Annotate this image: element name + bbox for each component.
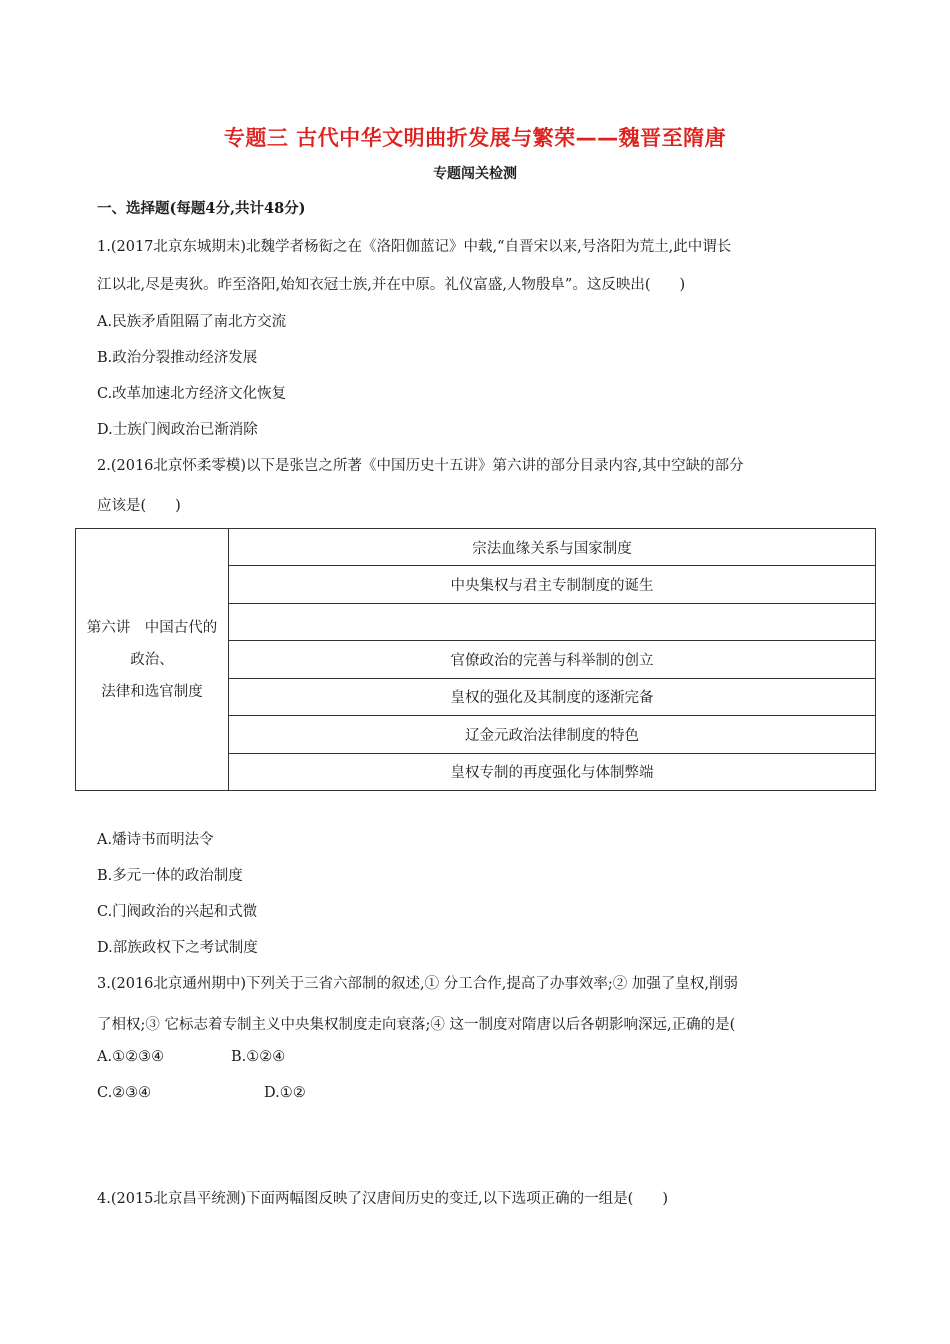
lecture-title-line: 第六讲 中国古代的 [86, 619, 218, 636]
q2-stem-line2: 应该是( ) [97, 498, 181, 514]
lecture-title-line: 法律和选官制度 [101, 683, 203, 700]
q3-option-a: A.①②③④ [97, 1049, 165, 1065]
outline-row: 宗法血缘关系与国家制度 [229, 529, 876, 566]
q1-option-b: B.政治分裂推动经济发展 [97, 350, 258, 366]
q2-option-c: C.门阀政治的兴起和式微 [97, 904, 258, 920]
q1-option-d: D.士族门阀政治已渐消除 [97, 422, 258, 438]
q4-stem-line1: 4.(2015北京昌平统测)下面两幅图反映了汉唐间历史的变迁,以下选项正确的一组是( ) [97, 1191, 668, 1207]
q3-option-d: D.①② [264, 1085, 306, 1101]
q1-stem-line2: 江以北,尽是夷狄。昨至洛阳,始知衣冠士族,并在中原。礼仪富盛,人物殷阜”。这反映出( ) [97, 277, 686, 293]
page-title: 专题三 古代中华文明曲折发展与繁荣——魏晋至隋唐 [223, 126, 727, 150]
outline-row: 辽金元政治法律制度的特色 [229, 716, 876, 753]
outline-row: 官僚政治的完善与科举制的创立 [229, 641, 876, 678]
outline-row: 皇权专制的再度强化与体制弊端 [229, 753, 876, 790]
q2-stem-line1: 2.(2016北京怀柔零模)以下是张岂之所著《中国历史十五讲》第六讲的部分目录内容,其中空缺的部分 [97, 458, 744, 474]
q2-option-a: A.燔诗书而明法令 [97, 832, 214, 848]
q3-stem-line2: 了相权;③ 它标志着专制主义中央集权制度走向衰落;④ 这一制度对隋唐以后各朝影响深远,正确的是( [97, 1017, 736, 1033]
outline-row: 皇权的强化及其制度的逐渐完备 [229, 678, 876, 715]
outline-row: 中央集权与君主专制制度的诞生 [229, 566, 876, 603]
q1-option-c: C.改革加速北方经济文化恢复 [97, 386, 287, 402]
page-subtitle: 专题闯关检测 [433, 166, 517, 182]
lecture-outline-table [75, 528, 876, 791]
lecture-title-line: 政治、 [130, 651, 174, 668]
lecture-title-cell [76, 529, 229, 791]
q2-option-b: B.多元一体的政治制度 [97, 868, 243, 884]
q3-option-c: C.②③④ [97, 1085, 152, 1101]
outline-row-blank [229, 603, 876, 640]
q3-option-b: B.①②④ [231, 1049, 286, 1065]
q1-option-a: A.民族矛盾阻隔了南北方交流 [97, 314, 287, 330]
q1-stem-line1: 1.(2017北京东城期末)北魏学者杨衒之在《洛阳伽蓝记》中载,“自晋宋以来,号洛阳为荒土,此中谓长 [97, 239, 732, 255]
section-heading: 一、选择题(每题4分,共计48分) [97, 200, 306, 217]
q2-option-d: D.部族政权下之考试制度 [97, 940, 258, 956]
q3-stem-line1: 3.(2016北京通州期中)下列关于三省六部制的叙述,① 分工合作,提高了办事效率;② 加强了皇权,削弱 [97, 976, 738, 992]
